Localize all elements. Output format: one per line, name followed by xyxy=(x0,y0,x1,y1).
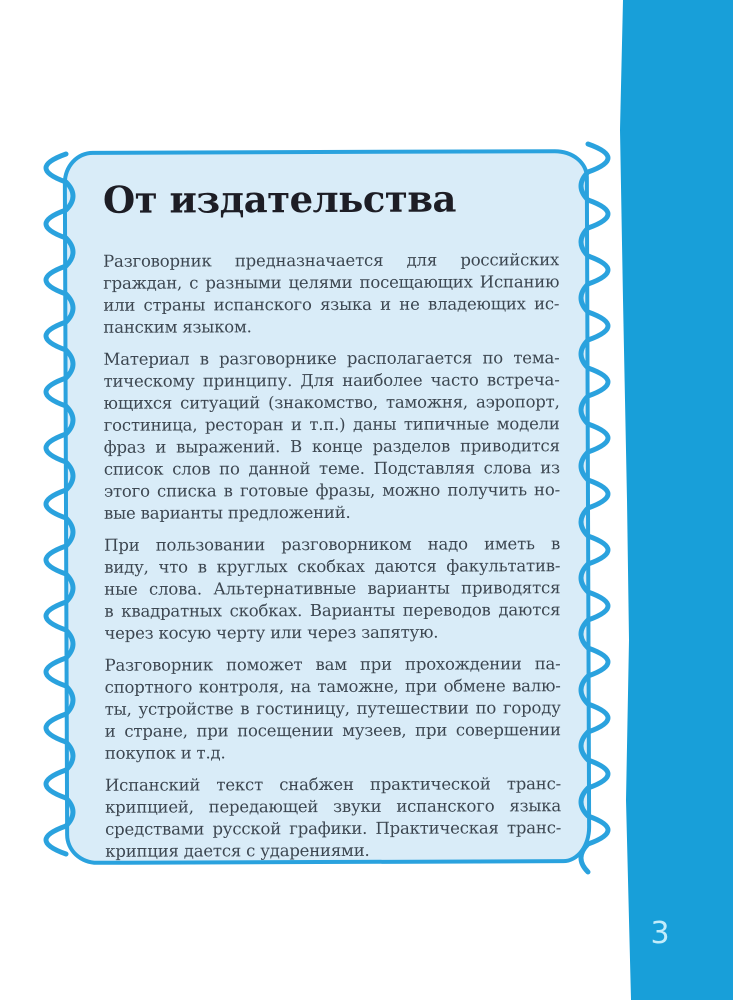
paragraph xyxy=(104,533,560,645)
text-line: этого списка в готовые фразы, можно получить но- xyxy=(103,480,560,501)
text-line: через косую черту или через запятую. xyxy=(104,622,439,643)
paragraph xyxy=(105,653,561,765)
text-line: крипция дается с ударениями. xyxy=(105,840,370,861)
text-line: виду, что в круглых скобках даются факультатив- xyxy=(104,556,561,577)
text-line: Разговорник поможет вам при прохождении па- xyxy=(104,654,561,675)
text-line: Материал в разговорнике располагается по тема- xyxy=(103,348,560,369)
text-line: спортного контроля, на таможне, при обмене валю- xyxy=(104,676,561,697)
text-line: панским языком. xyxy=(103,317,252,337)
text-line: в квадратных скобках. Варианты переводов даются xyxy=(104,600,561,621)
text-line: Разговорник предназначается для российских xyxy=(103,250,560,271)
text-line: покупок и т.д. xyxy=(104,743,226,763)
text-line: ты, устройстве в гостиницу, путешествии по городу xyxy=(104,698,561,719)
text-line: ные слова. Альтернативные варианты приводятся xyxy=(104,578,561,599)
text-line: граждан, с разными целями посещающих Испанию xyxy=(103,272,560,293)
paragraph xyxy=(103,347,560,525)
paragraph xyxy=(103,249,559,339)
content-panel xyxy=(63,149,591,865)
text-line: ющихся ситуаций (знакомство, таможня, аэропорт, xyxy=(103,392,560,413)
page-title: От издательства xyxy=(102,176,457,222)
text-line: и стране, при посещении музеев, при совершении xyxy=(104,720,561,741)
text-line: гостиница, ресторан и т.п.) даны типичные модели xyxy=(103,414,560,435)
text-line: тическому принципу. Для наиболее часто встреча- xyxy=(103,370,560,391)
text-line: средствами русской графики. Практическая транс- xyxy=(105,818,562,839)
text-line: фраз и выражений. В конце разделов приводится xyxy=(103,436,560,457)
text-line: Испанский текст снабжен практической транс- xyxy=(104,774,562,795)
text-line: список слов по данной теме. Подставляя слова из xyxy=(103,458,560,479)
right-accent-bar xyxy=(614,0,733,1000)
paragraph xyxy=(105,773,561,863)
publisher-note-body xyxy=(103,249,561,863)
page-number: 3 xyxy=(650,916,670,951)
text-line: крипцией, передающей звуки испанского языка xyxy=(105,796,562,817)
text-line: или страны испанского языка и не владеющих ис- xyxy=(103,294,560,315)
text-line: вые варианты предложений. xyxy=(103,502,351,523)
text-line: При пользовании разговорником надо иметь в xyxy=(104,534,561,555)
